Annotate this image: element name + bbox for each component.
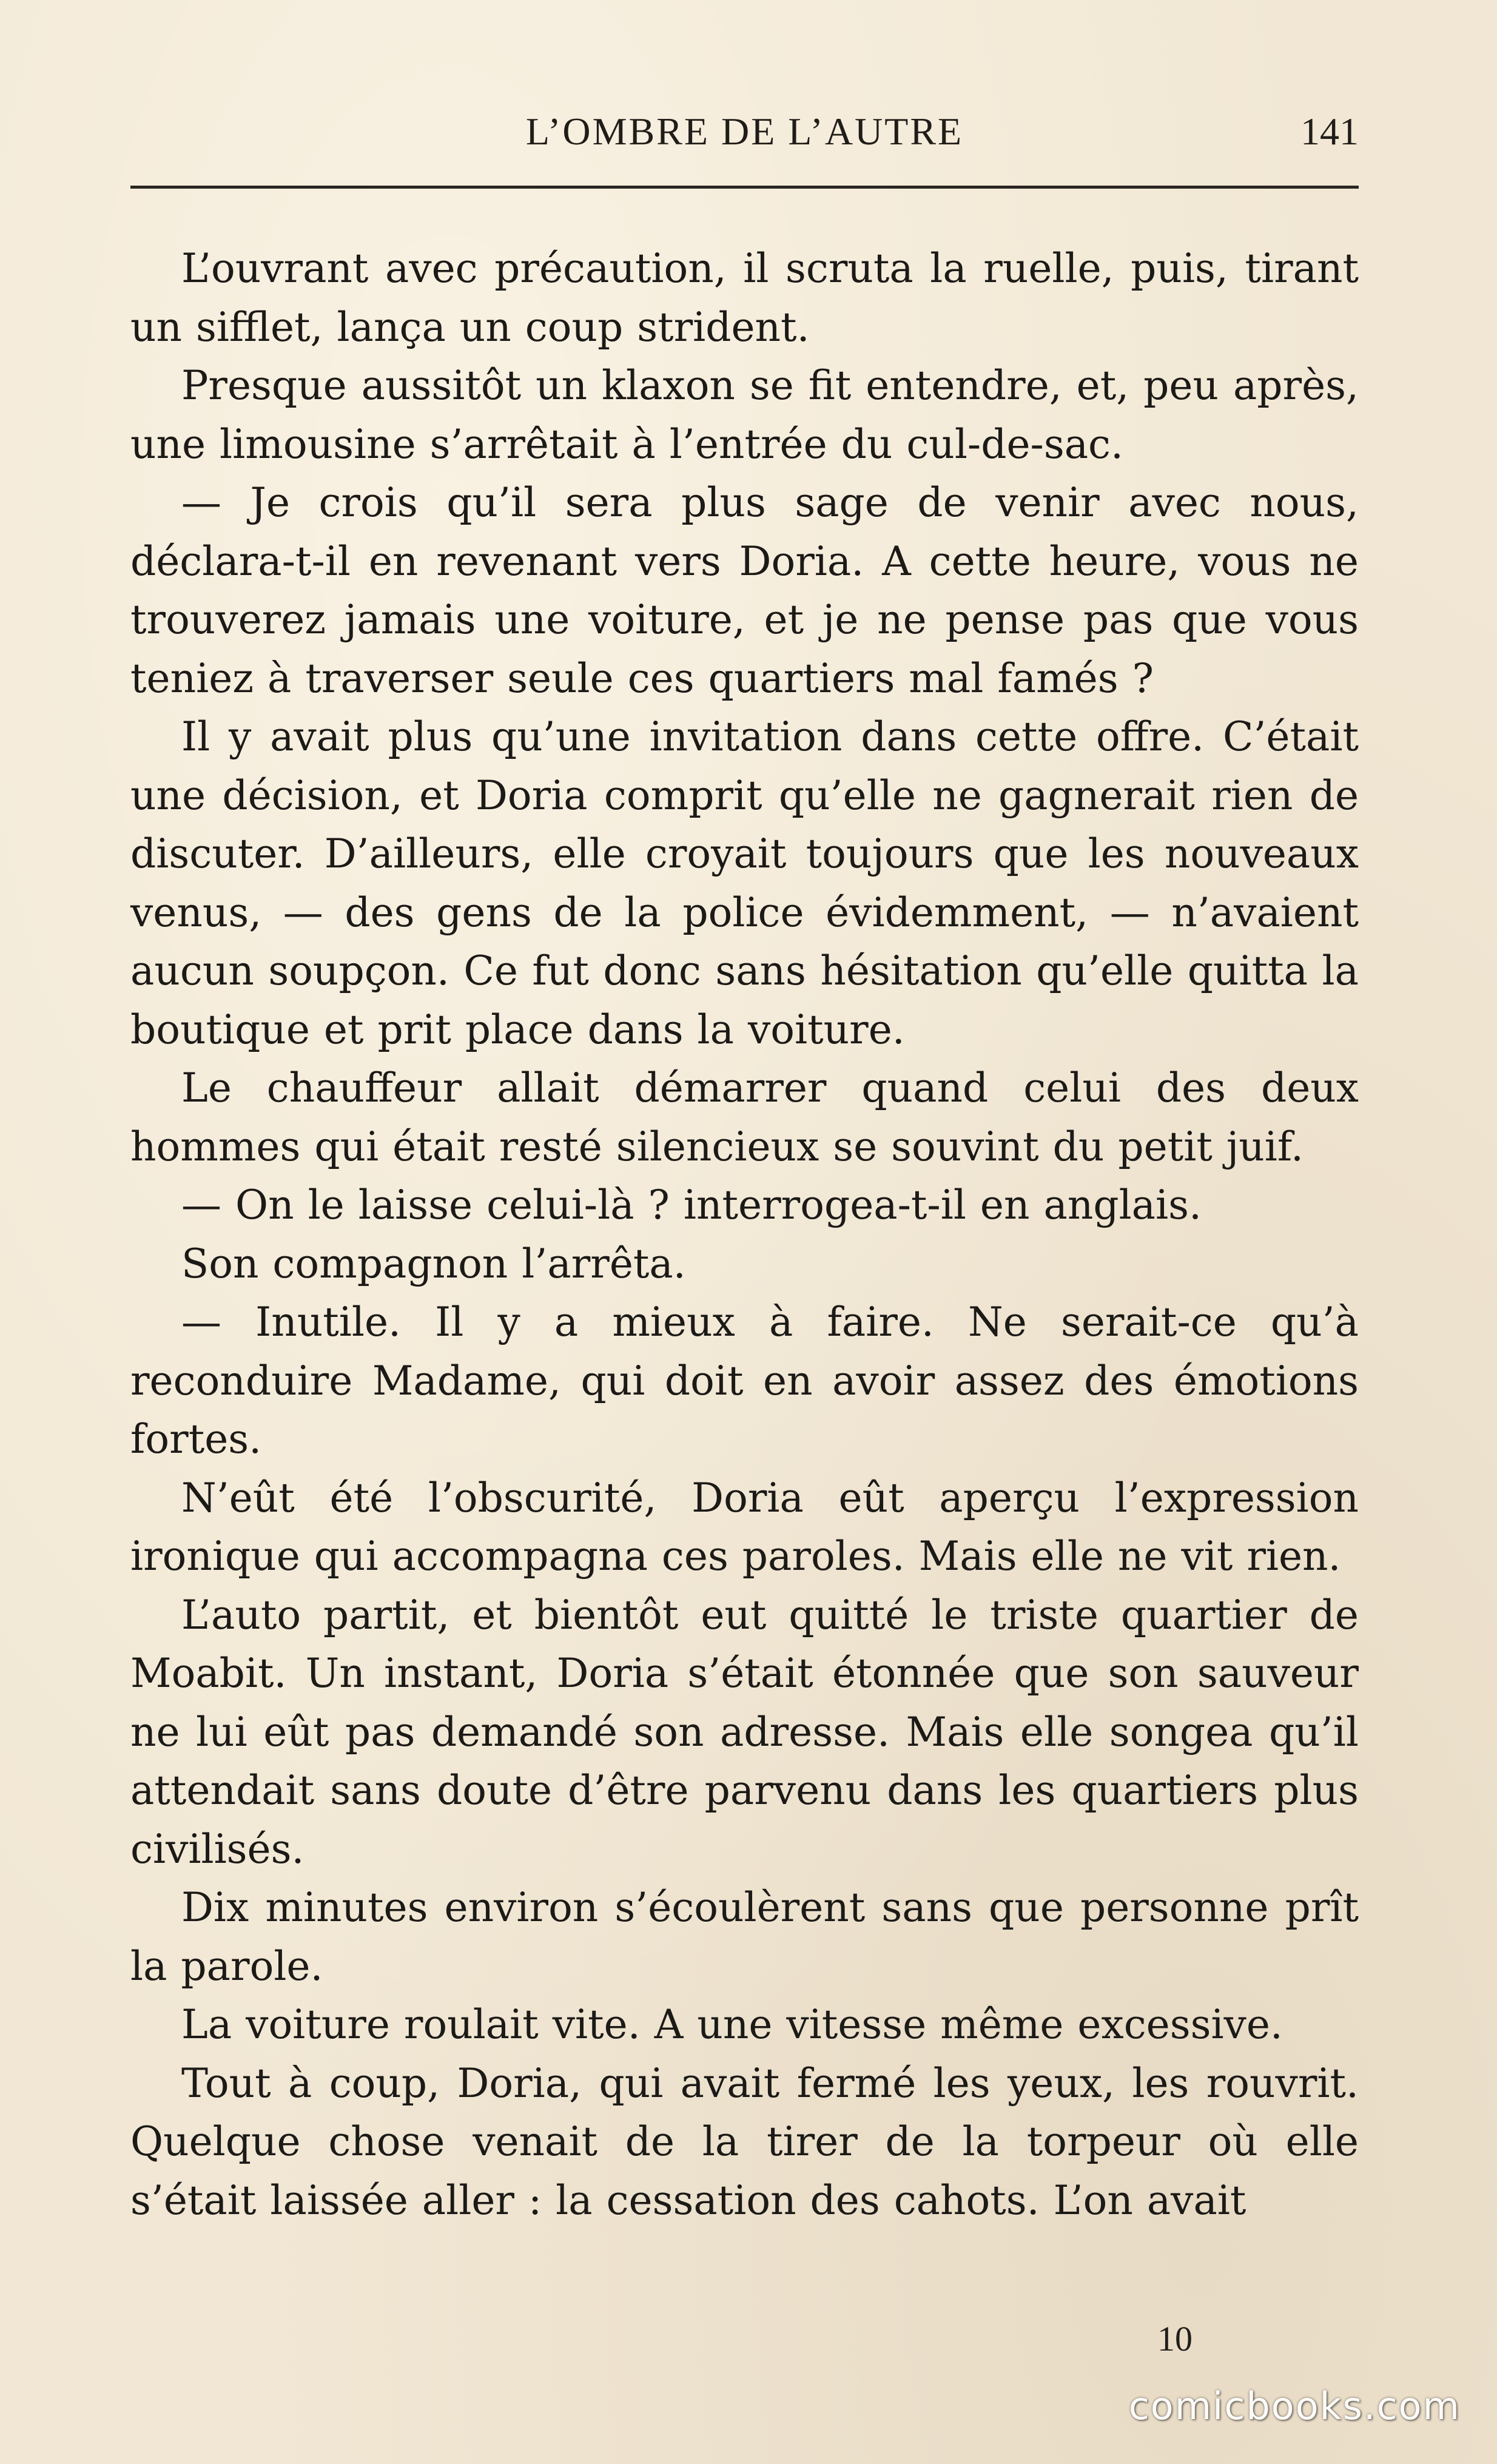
paragraph: Le chauffeur allait démarrer quand celui des deux hommes qui était resté silencieux se souvint du petit juif. (130, 1065, 1359, 1170)
signature-mark: 10 (1157, 2319, 1193, 2358)
paragraph: Son compagnon l’arrêta. (181, 1240, 686, 1287)
paragraph: Presque aussitôt un klaxon se fit entendre, et, peu après, une limousine s’arrêtait à l’entrée du cul-de-sac. (130, 362, 1359, 468)
paragraph: Dix minutes environ s’écoulèrent sans que personne prît la parole. (130, 1884, 1359, 1990)
page-number: 141 (1300, 110, 1359, 153)
header-rule (130, 186, 1359, 189)
paragraph: — Inutile. Il y a mieux à faire. Ne serait-ce qu’à reconduire Madame, qui doit en avoir assez des émotions fortes. (130, 1299, 1359, 1463)
body-text (130, 240, 1359, 2230)
paragraph: La voiture roulait vite. A une vitesse même excessive. (181, 2001, 1283, 2048)
running-head (130, 109, 1359, 158)
paragraph: — On le laisse celui-là ? interrogea-t-il en anglais. (181, 1182, 1202, 1228)
running-title: L’OMBRE DE L’AUTRE (525, 110, 964, 153)
paragraph: N’eût été l’obscurité, Doria eût aperçu l’expression ironique qui accompagna ces paroles. Mais elle ne vit rien. (130, 1474, 1359, 1580)
paragraph: L’auto partit, et bientôt eut quitté le triste quartier de Moabit. Un instant, Doria s’était étonnée que son sauveur ne lui eût pas demandé son adresse. Mais elle songea qu’il attendait sans doute d’être parvenu dans les quartiers plus civilisés. (130, 1591, 1359, 1873)
paragraph: L’ouvrant avec précaution, il scruta la ruelle, puis, tirant un sifflet, lança un coup strident. (130, 245, 1359, 351)
paragraph: Il y avait plus qu’une invitation dans cette offre. C’était une décision, et Doria comprit qu’elle ne gagnerait rien de discuter. D’ailleurs, elle croyait toujours que les nouveaux venus, — des gens de la police évidemment, — n’avaient aucun soupçon. Ce fut donc sans hésitation qu’elle quitta la boutique et prit place dans la voiture. (130, 713, 1359, 1053)
paragraph: Tout à coup, Doria, qui avait fermé les yeux, les rouvrit. Quelque chose venait de la tirer de la torpeur où elle s’était laissée aller : la cessation des cahots. L’on avait (130, 2059, 1359, 2224)
paragraph: — Je crois qu’il sera plus sage de venir avec nous, déclara-t-il en revenant vers Doria. A cette heure, vous ne trouverez jamais une voiture, et je ne pense pas que vous teniez à traverser seule ces quartiers mal famés ? (130, 479, 1359, 702)
watermark: comicbooks.com (1128, 2384, 1461, 2428)
